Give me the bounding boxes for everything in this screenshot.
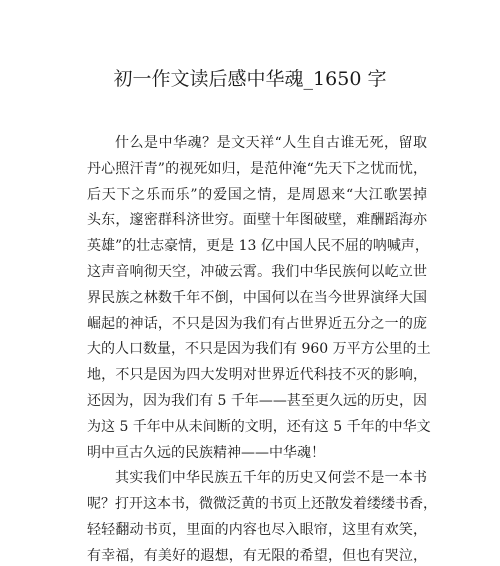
text-line: 这声音响彻天空，冲破云霄。我们中华民族何以屹立世	[87, 263, 427, 280]
text-line: 呢？打开这本书，微微泛黄的书页上还散发着缕缕书香，	[87, 496, 437, 513]
text-line: 什么是中华魂？是文天祥“人生自古谁无死，留取	[115, 135, 427, 151]
document-body	[87, 131, 437, 566]
document-title: 初一作文读后感中华魂_1650 字	[113, 68, 387, 90]
text-line: 明中亘古久远的民族精神——中华魂！	[87, 444, 325, 461]
text-line: 还因为，因为我们有 5 千年——甚至更久远的历史，因	[87, 392, 427, 409]
text-line: 大的人口数量，不只是因为我们有 960 万平方公里的土	[87, 341, 431, 358]
paragraph	[87, 131, 431, 466]
text-line: 地，不只是因为四大发明对世界近代科技不灭的影响，	[87, 367, 427, 384]
text-line: 崛起的神话，不只是因为我们有占世界近五分之一的庞	[87, 315, 427, 332]
text-line: 丹心照汗青”的视死如归，是范仲淹“先天下之忧而忧，	[87, 160, 427, 177]
text-line: 为这 5 千年中从未间断的文明，还有这 5 千年的中华文	[87, 418, 431, 435]
paragraph	[87, 466, 437, 566]
text-line: 轻轻翻动书页，里面的内容也尽入眼帘，这里有欢笑，	[87, 521, 427, 538]
text-line: 英雄”的壮志豪情，更是 13 亿中国人民不屈的呐喊声，	[87, 238, 429, 255]
text-line: 有幸福，有美好的遐想，有无限的希望，但也有哭泣，	[87, 547, 427, 564]
text-line: 界民族之林数千年不倒，中国何以在当今世界演绎大国	[87, 289, 427, 306]
text-line: 其实我们中华民族五千年的历史又何尝不是一本书	[115, 470, 427, 487]
text-line: 后天下之乐而乐”的爱国之情，是周恩来“大江歌罢掉	[87, 186, 427, 203]
text-line: 头东，邃密群科济世穷。面壁十年图破壁，难酬蹈海亦	[87, 212, 427, 229]
